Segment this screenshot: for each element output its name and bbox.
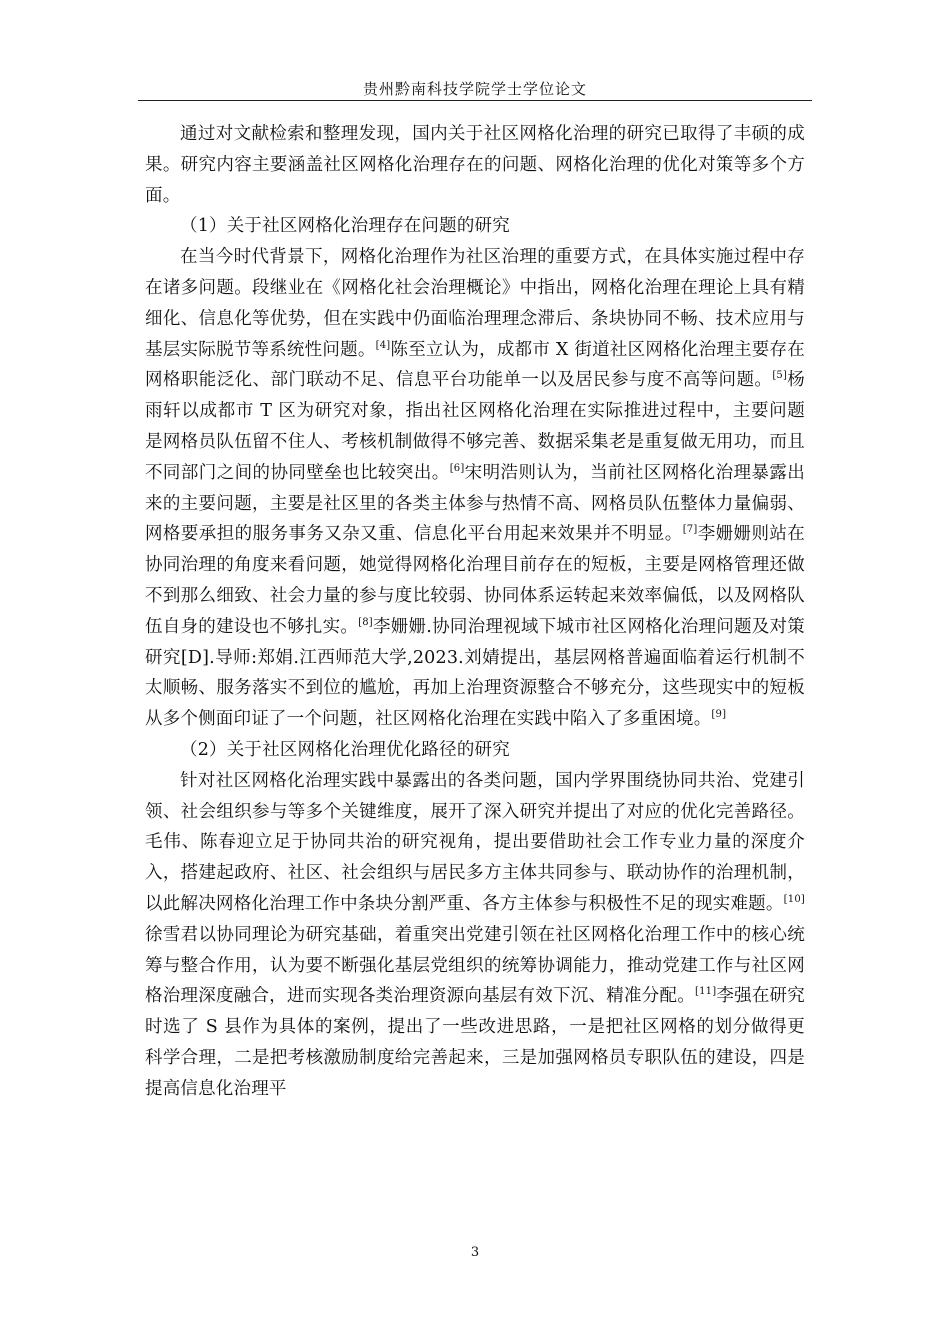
citation-ref: [5] xyxy=(772,370,788,382)
text-run: 李姗姗.协同治理视域下城市社区网格化治理问题及对策研究[D].导师:郑娟.江西师范大学,2023.刘婧提出，基层网格普遍面临着运行机制不太顺畅、服务落实不到位的尴尬，再加上治理资源整合不够充分，这些现实中的短板从多个侧面印证了一个问题，社区网格化治理在实践中陷入了多重困境。 xyxy=(145,616,805,730)
text-run: 徐雪君以协同理论为研究基础，着重突出党建引领在社区网格化治理工作中的核心统筹与整合作用，认为要不断强化基层党组织的统筹协调能力，推动党建工作与社区网格治理深度融合，进而实现各类治理资源向基层有效下沉、精准分配。 xyxy=(145,924,805,1007)
text-run: 杨雨轩以成都市 T 区为研究对象，指出社区网格化治理在实际推进过程中，主要问题是网格员队伍留不住人、考核机制做得不够完善、数据采集老是重复做无用功，而且不同部门之间的协同壁垒也比较突出。 xyxy=(145,370,806,483)
text-run: 宋明浩则认为，当前社区网格化治理暴露出来的主要问题，主要是社区里的各类主体参与热情不高、网格员队伍整体力量偏弱、网格要承担的服务事务又杂又重、信息化平台用起来效果并不明显。 xyxy=(145,462,805,545)
paragraph-optimization xyxy=(145,766,805,1105)
text-run: 李强在研究时选了 S 县作为具体的案例，提出了一些改进思路，一是把社区网格的划分做得更科学合理，二是把考核激励制度给完善起来，三是加强网格员专职队伍的建设，四是提高信息化治理平 xyxy=(145,986,806,1099)
subheading-problems: （1）关于社区网格化治理存在问题的研究 xyxy=(180,216,510,237)
page-number: 3 xyxy=(470,1245,480,1260)
text-run: 在当今时代背景下，网格化治理作为社区治理的重要方式，在具体实施过程中存在诸多问题。段继业在《网格化社会治理概论》中指出，网格化治理在理论上具有精细化、信息化等优势，但在实践中仍面临治理理念滞后、条块协同不畅、技术应用与基层实际脱节等系统性问题。 xyxy=(145,247,805,360)
citation-ref: [10] xyxy=(783,894,805,906)
subheading-optimization: （2）关于社区网格化治理优化路径的研究 xyxy=(180,739,510,760)
text-run: 李姗姗则站在协同治理的角度来看问题，她觉得网格化治理目前存在的短板，主要是网格管理还做不到那么细致、社会力量的参与度比较弱、协同体系运转起来效率偏低，以及网格队伍自身的建设也不够扎实。 xyxy=(145,524,806,637)
citation-ref: [9] xyxy=(711,709,727,721)
citation-ref: [6] xyxy=(449,462,465,474)
paragraph-intro: 通过对文献检索和整理发现，国内关于社区网格化治理的研究已取得了丰硕的成果。研究内容主要涵盖社区网格化治理存在的问题、网格化治理的优化对策等多个方面。 xyxy=(145,124,805,206)
citation-ref: [7] xyxy=(682,524,698,536)
body-text xyxy=(145,119,805,1105)
citation-ref: [4] xyxy=(375,339,391,351)
citation-ref: [11] xyxy=(694,986,717,998)
citation-ref: [8] xyxy=(358,616,373,628)
text-run: 陈至立认为，成都市 X 街道社区网格化治理主要存在网格职能泛化、部门联动不足、信息平台功能单一以及居民参与度不高等问题。 xyxy=(145,339,805,391)
header-divider xyxy=(138,100,812,101)
paragraph-problems xyxy=(145,242,805,735)
text-run: 针对社区网格化治理实践中暴露出的各类问题，国内学界围绕协同共治、党建引领、社会组织参与等多个关键维度，展开了深入研究并提出了对应的优化完善路径。毛伟、陈春迎立足于协同共治的研究视角，提出要借助社会工作专业力量的深度介入，搭建起政府、社区、社会组织与居民多方主体共同参与、联动协作的治理机制，以此解决网格化治理工作中条块分割严重、各方主体参与积极性不足的现实难题。 xyxy=(145,770,805,914)
running-header: 贵州黔南科技学院学士学位论文 xyxy=(362,80,587,98)
